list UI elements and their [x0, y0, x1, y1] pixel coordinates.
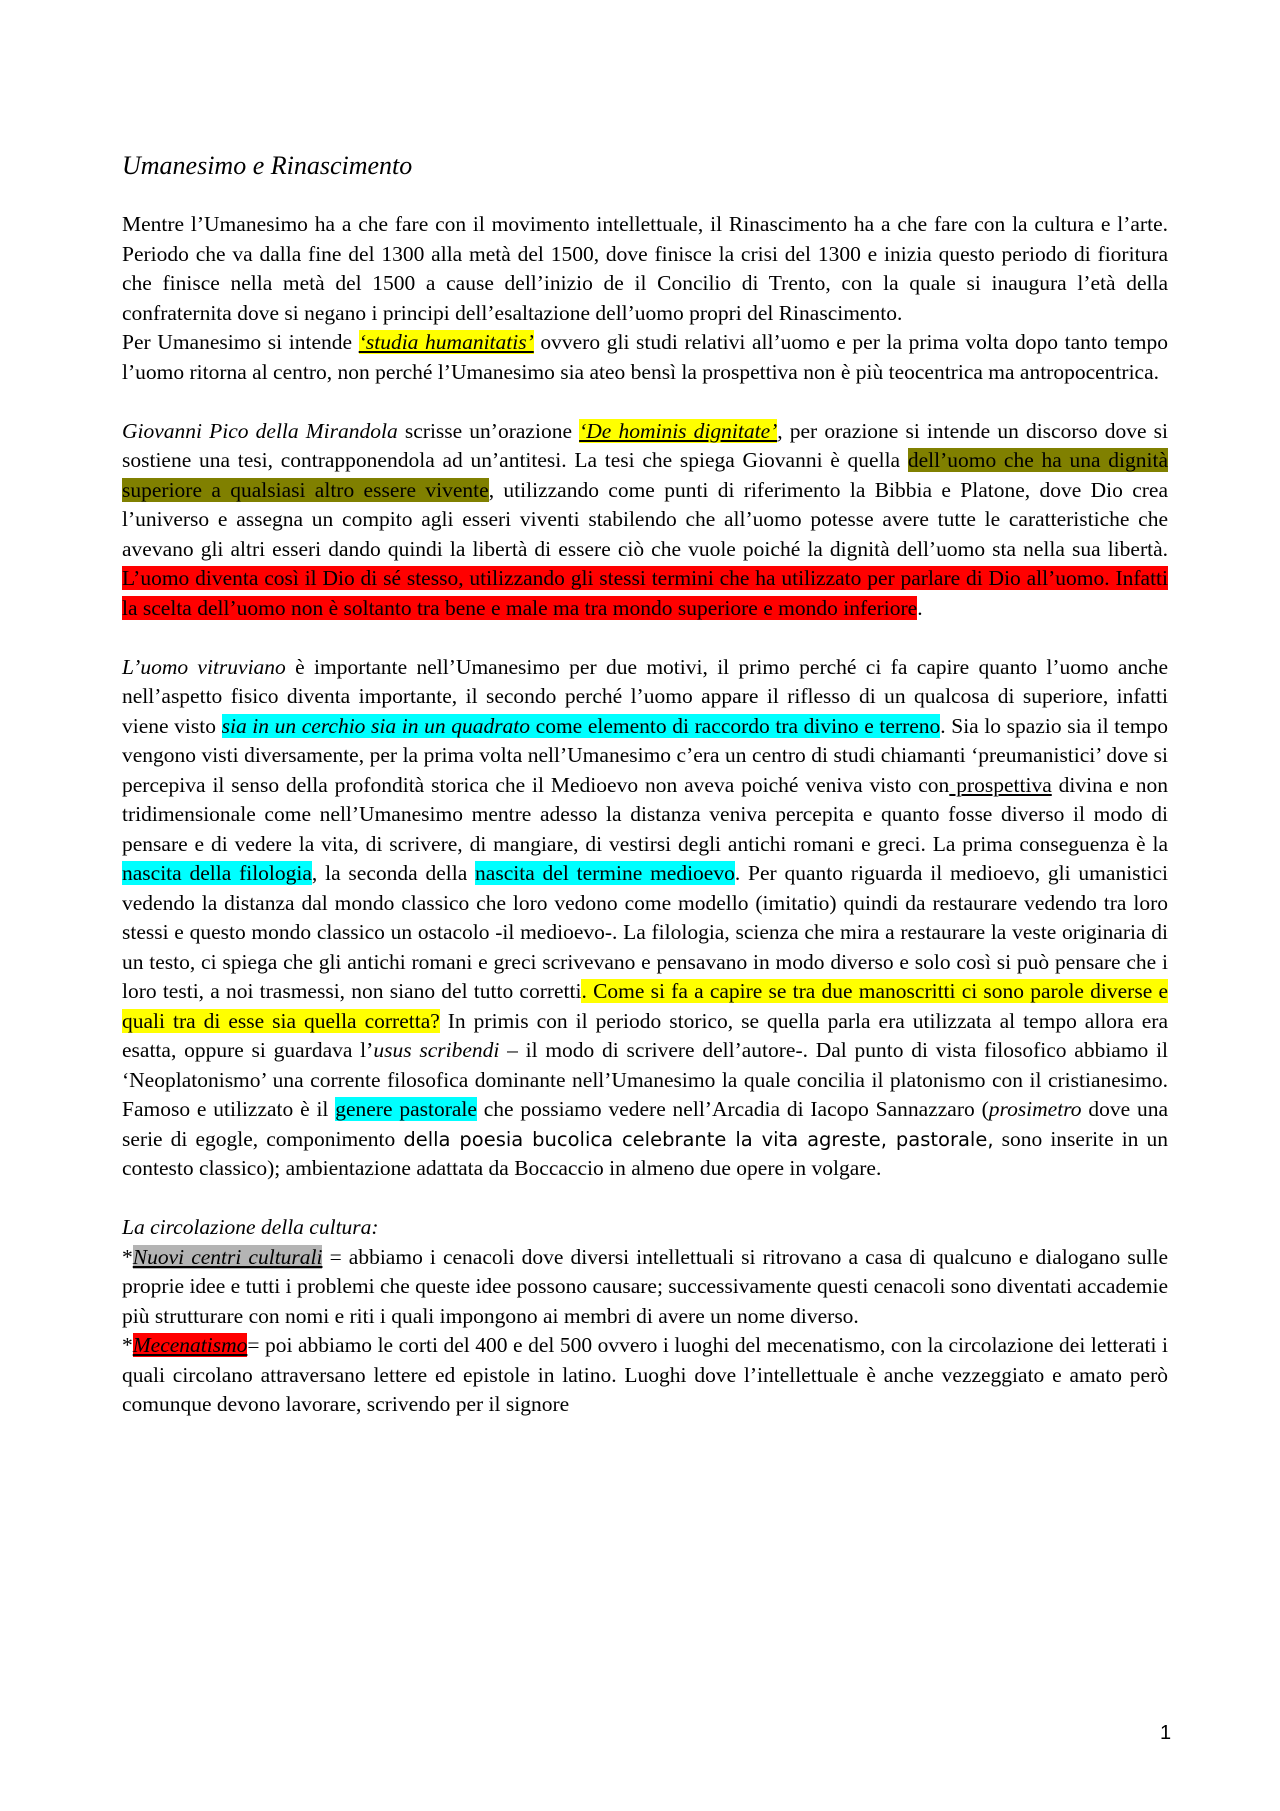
highlight-dignita: dell’uomo che ha una dignità superiore a qualsiasi altro essere vivente — [122, 448, 1168, 502]
highlight-cerchio: sia in un cerchio sia in un quadrato — [221, 713, 531, 738]
highlight-mecenatismo: Mecenatismo — [132, 1333, 248, 1357]
prosimetro: prosimetro — [988, 1097, 1082, 1121]
highlight-raccordo: come elemento di raccordo tra divino e terreno — [530, 713, 941, 738]
highlight-de-hominis: ‘De hominis dignitate’ — [579, 418, 778, 443]
page-number: 1 — [1160, 1722, 1172, 1744]
list-item-mecenatismo: *Mecenatismo= poi abbiamo le corti del 400 e del 500 ovvero i luoghi del mecenatismo, con la circolazione dei letterati i quali circolano attraversano lettere ed epistole in latino. Luoghi dove l’intellettuale è anche vezzeggiato e amato però comunque devono lavorare, scrivendo per il signore — [122, 1333, 1168, 1416]
poesia-bucolica: della poesia bucolica celebrante la vita agreste, pastorale, — [403, 1127, 994, 1151]
highlight-filologia: nascita della filologia — [122, 861, 312, 885]
paragraph-vitruviano: L’uomo vitruviano è importante nell’Umanesimo per due motivi, il primo perché ci fa capire quanto l’uomo anche nell’aspetto fisico diventa importante, il secondo perché l’uomo appare il riflesso di un qualcosa di superiore, infatti viene visto sia in un cerchio sia in un quadrato come elemento di raccordo tra divino e terreno. Sia lo spazio sia il tempo vengono visti diversamente, per la prima volta nell’Umanesimo c’era un centro di studi chiamanti ‘preumanistici’ dove si percepiva il senso della profondità storica che il Medioevo non aveva poiché veniva visto con prospettiva divina e non tridimensionale come nell’Umanesimo mentre adesso la distanza veniva percepita e quanto fosse diverso il modo di pensare e di vedere la vita, di scrivere, di mangiare, di vestirsi degli antichi romani e greci. La prima conseguenza è la nascita della filologia, la seconda della nascita del termine medioevo. Per quanto riguarda il medioevo, gli umanistici vedendo la distanza dal mondo classico che loro vedono come modello (imitatio) quindi da restaurare vedendo tra loro stessi e questo mondo classico un ostacolo -il medioevo-. La filologia, scienza che mira a restaurare la veste originaria di un testo, ci spiega che gli antichi romani e greci scrivevano e pensavano in modo diverso e solo così si può pensare che i loro testi, a noi trasmessi, non siano del tutto corretti. Come si fa a capire se tra due manoscritti ci sono parole diverse e quali tra di esse sia quella corretta? In primis con il periodo storico, se quella parla era utilizzata al tempo allora era esatta, oppure si guardava l’usus scribendi – il modo di scrivere dell’autore-. Dal punto di vista filosofico abbiamo il ‘Neoplatonismo’ una corrente filosofica dominante nell’Umanesimo la quale concilia il platonismo con il cristianesimo. Famoso e utilizzato è il genere pastorale che possiamo vedere nell’Arcadia di Iacopo Sannazzaro (prosimetro dove una serie di egogle, componimento della poesia bucolica celebrante la vita agreste, pastorale, sono inserite in un contesto classico); ambientazione adattata da Boccaccio in almeno due opere in volgare. — [122, 654, 1169, 1180]
highlight-genere-pastorale: genere pastorale — [335, 1097, 477, 1121]
list-item-nuovi-centri: *Nuovi centri culturali = abbiamo i cenacoli dove diversi intellettuali si ritrovano a casa di qualcuno e dialogano sulle proprie idee e tutti i problemi che queste idee possono causare; successivamente questi cenacoli sono diventati accademie più strutturare con nomi e riti i quali impongono ai membri di avere un nome diverso. — [122, 1244, 1168, 1328]
underline-prospettiva: prospettiva — [949, 772, 1052, 797]
usus-scribendi: usus scribendi — [373, 1038, 500, 1062]
highlight-uomo-dio: L’uomo diventa così il Dio di sé stesso, utilizzando gli stessi termini che ha utilizzato per parlare di Dio all’uomo. Infatti la scelta dell’uomo non è soltanto tra bene e male ma tra mondo superiore e mondo inferiore — [122, 566, 1168, 620]
highlight-manoscritti: . Come si fa a capire se tra due manoscritti ci sono parole diverse e quali tra di esse sia quella corretta? — [122, 979, 1169, 1033]
author-name: Giovanni Pico della Mirandola — [122, 418, 398, 443]
highlight-medioevo: nascita del termine medioevo — [475, 861, 735, 885]
paragraph-intro: Mentre l’Umanesimo ha a che fare con il movimento intellettuale, il Rinascimento ha a che fare con la cultura e l’arte. Periodo che va dalla fine del 1300 alla metà del 1500, dove finisce la crisi del 1300 e inizia questo periodo di fioritura che finisce nella metà del 1500 a cause dell’inizio de il Concilio di Trento, con la quale si inaugura l’età della confraternita dove si negano i principi dell’esaltazione dell’uomo propri del Rinascimento. — [122, 212, 1168, 325]
highlight-nuovi-centri: Nuovi centri culturali — [132, 1244, 323, 1269]
highlight-studia-humanitatis: ‘studia humanitatis’ — [358, 330, 534, 354]
document-title: Umanesimo e Rinascimento — [122, 151, 413, 180]
section-heading-circolazione: La circolazione della cultura: — [122, 1215, 379, 1239]
vitruviano-title: L’uomo vitruviano — [122, 654, 286, 679]
document-page — [122, 150, 1168, 1420]
paragraph-pico: Giovanni Pico della Mirandola scrisse un’orazione ‘De hominis dignitate’, per orazione si intende un discorso dove si sostiene una tesi, contrapponendola ad un’antitesi. La tesi che spiega Giovanni è quella dell’uomo che ha una dignità superiore a qualsiasi altro essere vivente, utilizzando come punti di riferimento la Bibbia e Platone, dove Dio crea l’universo e assegna un compito agli esseri viventi stabilendo che all’uomo potesse avere tutte le caratteristiche che avevano gli altri esseri dando quindi la libertà di essere ciò che vuole poiché la dignità dell’uomo sta nella sua libertà. L’uomo diventa così il Dio di sé stesso, utilizzando gli stessi termini che ha utilizzato per parlare di Dio all’uomo. Infatti la scelta dell’uomo non è soltanto tra bene e male ma tra mondo superiore e mondo inferiore. — [122, 418, 1168, 620]
paragraph-studia: Per Umanesimo si intende ‘studia humanitatis’ ovvero gli studi relativi all’uomo e per la prima volta dopo tanto tempo l’uomo ritorna al centro, non perché l’Umanesimo sia ateo bensì la prospettiva non è più teocentrica ma antropocentrica. — [122, 330, 1169, 384]
